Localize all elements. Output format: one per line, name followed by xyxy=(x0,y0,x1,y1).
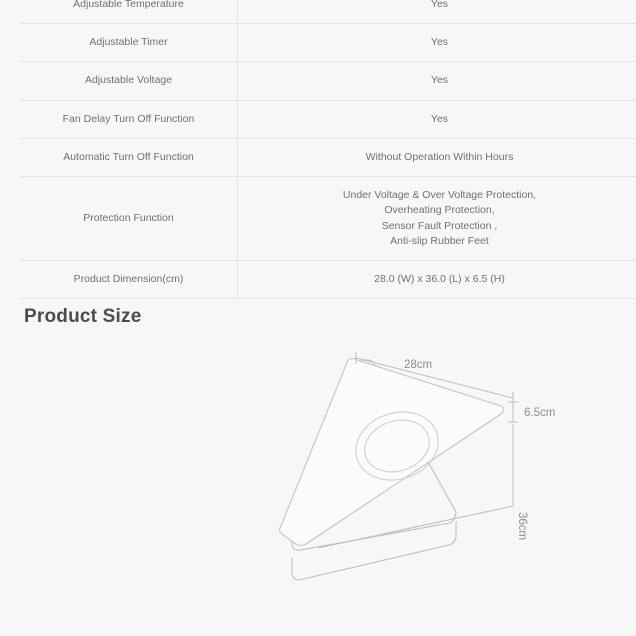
spec-value xyxy=(238,260,636,298)
spec-value-line: Under Voltage & Over Voltage Protection, xyxy=(342,189,537,202)
table-row xyxy=(20,177,636,261)
spec-label: Fan Delay Turn Off Function xyxy=(20,100,238,138)
length-label: 36cm xyxy=(516,511,528,541)
spec-value xyxy=(238,62,636,100)
product-size-illustration xyxy=(0,336,636,626)
table-row xyxy=(20,100,636,138)
table-body xyxy=(20,0,636,299)
spec-value xyxy=(238,100,636,138)
spec-label: Adjustable Temperature xyxy=(20,0,238,24)
spec-value-line: Yes xyxy=(430,36,449,49)
spec-value-line: 28.0 (W) x 36.0 (L) x 6.5 (H) xyxy=(374,272,505,285)
spec-value-line: Yes xyxy=(430,112,449,125)
spec-value-line: Without Operation Within Hours xyxy=(365,150,514,163)
spec-label: Adjustable Voltage xyxy=(20,62,238,100)
spec-value xyxy=(238,177,636,261)
table-row xyxy=(20,0,636,24)
spec-label: Automatic Turn Off Function xyxy=(20,138,238,176)
table-row xyxy=(20,138,636,176)
width-label: 28cm xyxy=(403,359,433,371)
page-title: Product Size xyxy=(24,306,142,327)
spec-value-line: Overheating Protection, xyxy=(384,204,495,217)
spec-value-line: Anti-slip Rubber Feet xyxy=(390,234,489,247)
spec-value-line: Yes xyxy=(430,0,449,10)
spec-value-line: Yes xyxy=(430,74,449,87)
spec-label: Product Dimension(cm) xyxy=(20,260,238,298)
height-label: 6.5cm xyxy=(524,407,556,419)
spec-value xyxy=(238,0,636,24)
spec-label: Adjustable Timer xyxy=(20,24,238,62)
table-row xyxy=(20,24,636,62)
table-row xyxy=(20,260,636,298)
specification-table xyxy=(20,0,636,299)
height-dimension-line xyxy=(508,402,518,422)
spec-value xyxy=(238,138,636,176)
spec-label: Protection Function xyxy=(20,177,238,261)
spec-value-line: Sensor Fault Protection , xyxy=(381,219,498,232)
spec-value xyxy=(238,24,636,62)
table-row xyxy=(20,62,636,100)
